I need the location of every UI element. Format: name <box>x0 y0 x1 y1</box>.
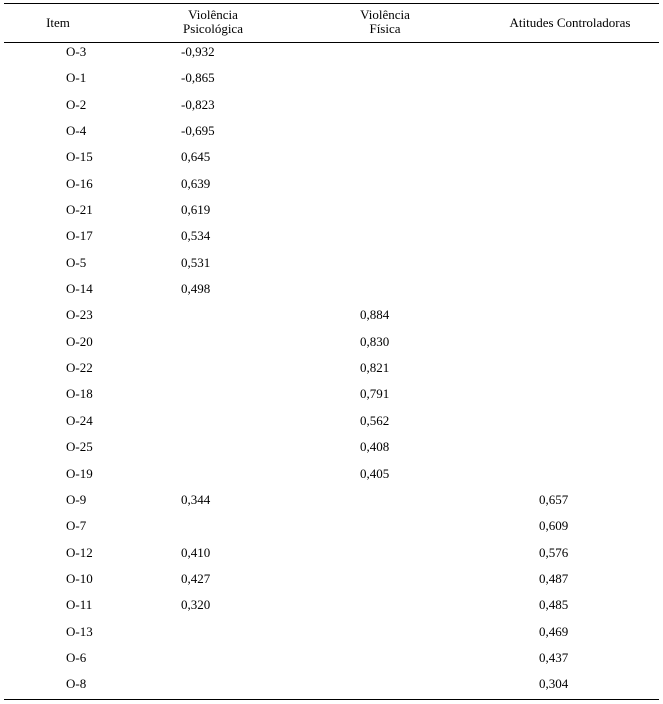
table-row <box>0 250 663 276</box>
table-row <box>0 118 663 144</box>
header-psi-line2: Psicológica <box>183 21 243 36</box>
table-row <box>0 619 663 645</box>
psicologica-cell: 0,410 <box>181 544 211 560</box>
psicologica-cell: 0,645 <box>181 149 211 165</box>
top-rule <box>4 3 659 4</box>
table-row <box>0 276 663 302</box>
table-row <box>0 408 663 434</box>
psicologica-cell: 0,320 <box>181 597 211 613</box>
table-row <box>0 461 663 487</box>
fisica-cell: 0,408 <box>360 439 390 455</box>
psicologica-cell: 0,531 <box>181 254 211 270</box>
table-row <box>0 171 663 197</box>
fisica-cell: 0,562 <box>360 412 390 428</box>
controladoras-cell: 0,487 <box>539 570 569 586</box>
psicologica-cell: -0,932 <box>181 44 215 59</box>
controladoras-cell: 0,576 <box>539 544 569 560</box>
table-row <box>0 381 663 407</box>
table-row <box>0 65 663 91</box>
header-violencia-psicologica <box>158 8 268 36</box>
fisica-cell: 0,405 <box>360 465 390 481</box>
psicologica-cell: 0,427 <box>181 570 211 586</box>
table-body <box>0 39 663 698</box>
table-row <box>0 92 663 118</box>
item-cell: O-8 <box>66 676 87 692</box>
item-cell: O-7 <box>66 518 87 534</box>
fisica-cell: 0,791 <box>360 386 390 402</box>
fisica-cell: 0,821 <box>360 360 390 376</box>
item-cell: O-6 <box>66 649 87 665</box>
item-cell: O-13 <box>66 623 93 639</box>
header-psi-line1: Violência <box>188 7 238 22</box>
psicologica-cell: -0,695 <box>181 123 215 139</box>
controladoras-cell: 0,485 <box>539 597 569 613</box>
table-row <box>0 355 663 381</box>
table-row <box>0 592 663 618</box>
controladoras-cell: 0,437 <box>539 649 569 665</box>
psicologica-cell: 0,639 <box>181 175 211 191</box>
table-row <box>0 645 663 671</box>
controladoras-cell: 0,609 <box>539 518 569 534</box>
item-cell: O-2 <box>66 96 87 112</box>
controladoras-cell: 0,304 <box>539 676 569 692</box>
item-cell: O-4 <box>66 123 87 139</box>
item-cell: O-9 <box>66 491 87 507</box>
item-cell: O-17 <box>66 228 93 244</box>
item-cell: O-19 <box>66 465 93 481</box>
item-cell: O-3 <box>66 44 87 59</box>
table-row <box>0 671 663 697</box>
psicologica-cell: 0,619 <box>181 202 211 218</box>
item-cell: O-10 <box>66 570 93 586</box>
item-cell: O-18 <box>66 386 93 402</box>
psicologica-cell: 0,534 <box>181 228 211 244</box>
item-cell: O-5 <box>66 254 87 270</box>
psicologica-cell: 0,344 <box>181 491 211 507</box>
bottom-rule <box>4 699 659 700</box>
controladoras-cell: 0,469 <box>539 623 569 639</box>
table-row <box>0 487 663 513</box>
item-cell: O-11 <box>66 597 93 613</box>
item-cell: O-15 <box>66 149 93 165</box>
table-row <box>0 223 663 249</box>
table-row <box>0 197 663 223</box>
table-row <box>0 329 663 355</box>
item-cell: O-22 <box>66 360 93 376</box>
item-cell: O-14 <box>66 281 93 297</box>
item-cell: O-21 <box>66 202 93 218</box>
fisica-cell: 0,884 <box>360 307 390 323</box>
table-row <box>0 144 663 170</box>
item-cell: O-12 <box>66 544 93 560</box>
item-cell: O-20 <box>66 333 93 349</box>
table-row <box>0 513 663 539</box>
header-item: Item <box>46 15 70 30</box>
item-cell: O-24 <box>66 412 93 428</box>
header-fis-line1: Violência <box>360 7 410 22</box>
table-row <box>0 540 663 566</box>
psicologica-cell: -0,823 <box>181 96 215 112</box>
table-row <box>0 39 663 65</box>
psicologica-cell: -0,865 <box>181 70 215 86</box>
table-row <box>0 434 663 460</box>
header-fis-line2: Física <box>369 21 401 36</box>
fisica-cell: 0,830 <box>360 333 390 349</box>
item-cell: O-16 <box>66 175 93 191</box>
header-atitudes-controladoras: Atitudes Controladoras <box>509 15 631 30</box>
table-row <box>0 302 663 328</box>
item-cell: O-1 <box>66 70 87 86</box>
table-row <box>0 566 663 592</box>
item-cell: O-25 <box>66 439 93 455</box>
psicologica-cell: 0,498 <box>181 281 211 297</box>
controladoras-cell: 0,657 <box>539 491 569 507</box>
item-cell: O-23 <box>66 307 93 323</box>
header-violencia-fisica <box>330 8 440 36</box>
